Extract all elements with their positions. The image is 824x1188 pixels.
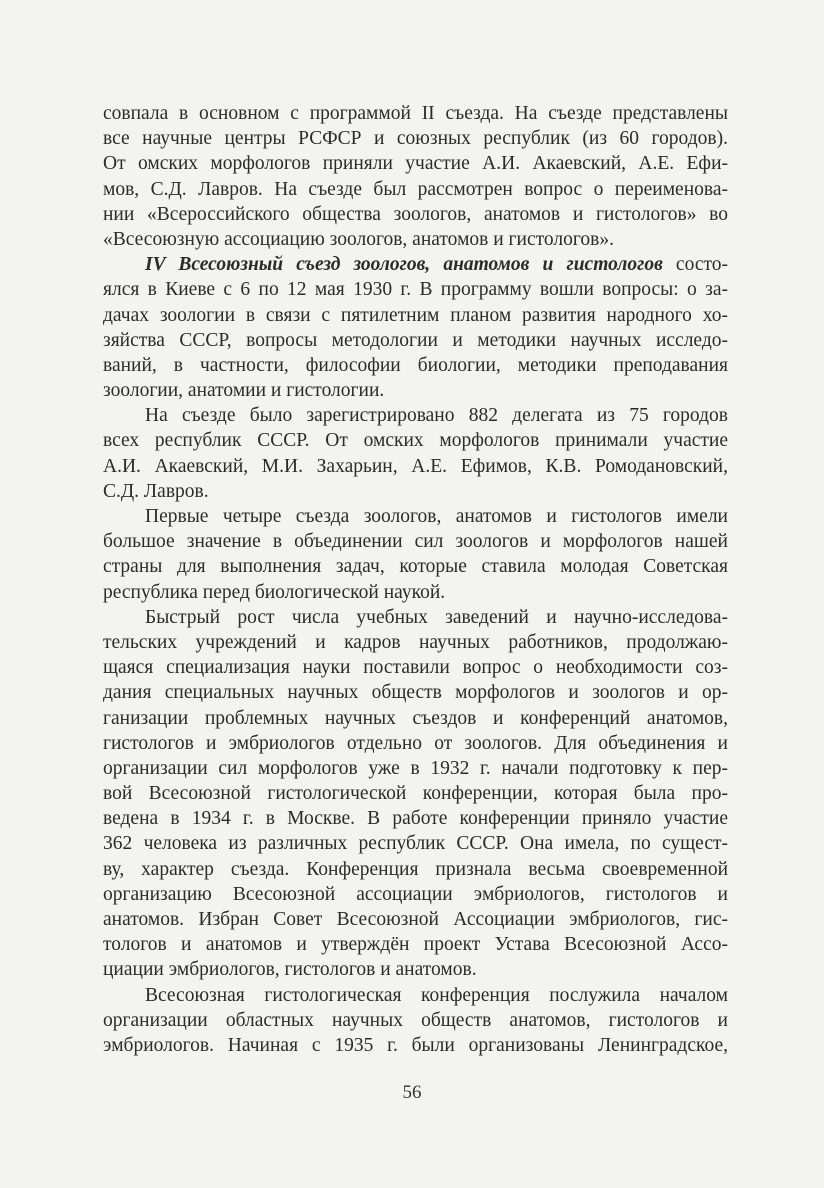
paragraph-4 (103, 504, 728, 605)
text-line: анатомов. Избран Совет Всесоюзной Ассоциации эмбриологов, гис- (103, 909, 728, 930)
text-line: тологов и анатомов и утверждён проект Устава Всесоюзной Ассо- (103, 934, 728, 956)
text-line: ваний, в частности, философии биологии, методики преподавания (103, 354, 728, 376)
text-line: совпала в основном с программой II съезда. На съезде представлены (103, 103, 728, 124)
page-number: 56 (402, 1082, 422, 1103)
text-line: ялся в Киеве с 6 по 12 мая 1930 г. В программу вошли вопросы: о за- (103, 279, 728, 301)
text-line: большое значение в объединении сил зоологов и морфологов нашей (103, 531, 728, 553)
text-line: гистологов и эмбриологов отдельно от зоологов. Для объединения и (103, 732, 728, 754)
text-line: страны для выполнения задач, которые ставила молодая Советская (103, 556, 728, 578)
text-line: Быстрый рост числа учебных заведений и научно-исследова- (145, 606, 728, 628)
text-line: зяйства СССР, вопросы методологии и методики научных исследо- (103, 329, 728, 351)
text-line: дачах зоологии в связи с пятилетним планом развития народного хо- (103, 304, 728, 326)
text-line: ву, характер съезда. Конференция признала весьма своевременной (103, 858, 728, 880)
text-line: ведена в 1934 г. в Москве. В работе конференции приняло участие (103, 808, 728, 830)
text-line: ганизации проблемных научных съездов и конференций анатомов, (103, 707, 728, 729)
text-line: нии «Всероссийского общества зоологов, анатомов и гистологов» во (103, 203, 728, 225)
text-line: зоологии, анатомии и гистологии. (103, 380, 385, 402)
paragraph-5 (103, 605, 728, 983)
text-line: щаяся специализация науки поставили вопрос о необходимости соз- (103, 657, 728, 679)
text-line: организации областных научных обществ анатомов, гистологов и (103, 1009, 728, 1031)
text-line: всех республик СССР. От омских морфологов принимали участие (103, 430, 728, 452)
text-line: организацию Всесоюзной ассоциации эмбриологов, гистологов и (103, 883, 728, 905)
text-line: «Всесоюзную ассоциацию зоологов, анатомов и гистологов». (103, 228, 614, 250)
text-line: дания специальных научных обществ морфологов и зоологов и ор- (103, 682, 728, 704)
text-line: На съезде было зарегистрировано 882 делегата из 75 городов (145, 405, 728, 427)
paragraph-3 (103, 403, 728, 504)
text-line: 362 человека из различных республик СССР. Она имела, по сущест- (103, 833, 728, 855)
text-line: республика перед биологической наукой. (103, 581, 446, 603)
text-line: организации сил морфологов уже в 1932 г. начали подготовку к пер- (103, 757, 728, 779)
text-line: циации эмбриологов, гистологов и анатомов. (103, 959, 477, 981)
text-line: Первые четыре съезда зоологов, анатомов и гистологов имели (145, 506, 728, 527)
text-line (103, 252, 728, 277)
text-line: эмбриологов. Начиная с 1935 г. были организованы Ленинградское, (103, 1034, 728, 1056)
text-line: С.Д. Лавров. (103, 480, 209, 502)
text-line: мов, С.Д. Лавров. На съезде был рассмотрен вопрос о переименова- (103, 178, 728, 200)
heading-continuation: состо- (662, 254, 728, 276)
text-line: вой Всесоюзной гистологической конференции, которая была про- (103, 783, 728, 805)
text-line: все научные центры РСФСР и союзных республик (из 60 городов). (103, 128, 728, 150)
paragraph-6 (103, 983, 728, 1059)
text-line: Всесоюзная гистологическая конференция послужила началом (145, 984, 728, 1006)
text-line: От омских морфологов приняли участие А.И. Акаевский, А.Е. Ефи- (103, 153, 728, 175)
text-line: А.И. Акаевский, М.И. Захарьин, А.Е. Ефимов, К.В. Ромодановский, (103, 455, 728, 477)
body-text (103, 101, 728, 1058)
section-heading: IV Всесоюзный съезд зоологов, анатомов и гистологов (145, 254, 663, 276)
text-line: тельских учреждений и кадров научных работников, продолжаю- (103, 631, 728, 653)
paragraph-2 (103, 252, 728, 403)
paragraph-1 (103, 101, 728, 252)
